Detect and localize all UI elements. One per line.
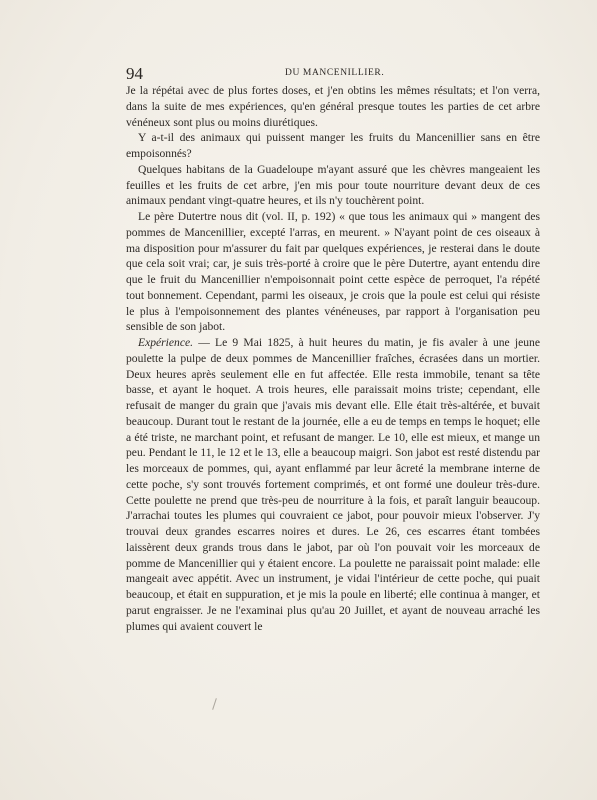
paragraph-dutertre: Le père Dutertre nous dit (vol. II, p. 192) « que tous les animaux qui » mangent des pommes de Mancenillier, excepté l'arras, en meurent. » N'ayant point de ces oiseaux à ma disposition pour m'assurer du fait par quelques expériences, je resterai dans le doute que cela soit vrai; car, je suis très-porté à croire que le père Dutertre, ayant entendu dire que le fruit du Mancenillier n'empoisonnait point cette espèce de perroquet, l'a répété tout bonnement. Cependant, parmi les oiseaux, je crois que la poule est celui qui résiste le plus à l'empoisonnement des plantes vénéneuses, par rapport à l'organisation peu sensible de son jabot. — [126, 210, 540, 334]
pencil-mark — [212, 698, 217, 710]
page-number: 94 — [126, 64, 143, 83]
paragraph-goats: Quelques habitans de la Guadeloupe m'ayant assuré que les chèvres mangeaient les feuilles et les fruits de cet arbre, j'en mis pour toute nourriture devant deux de ces animaux pendant vingt-quatre heures, et ils n'y touchèrent point. — [126, 162, 540, 208]
page-header — [126, 64, 546, 84]
body-text — [126, 83, 540, 634]
experience-label: Expérience. — [138, 336, 194, 349]
experience-text: — Le 9 Mai 1825, à huit heures du matin, je fis avaler à une jeune poulette la pulpe de deux pommes de Mancenillier fraîches, écrasées dans un mortier. Deux heures après seulement elle en fut affectée. Elle resta immobile, tenant sa tête basse, et ayant le hoquet. A trois heures, elle paraissait moins triste; cependant, elle refusait de manger du grain que j'avais mis devant elle. Elle était très-altérée, et buvait beaucoup. Durant tout le restant de la journée, elle a eu de temps en temps le hoquet; elle a été triste, ne marchant point, et refusant de manger. Le 10, elle est mieux, et mange un peu. Pendant le 11, le 12 et le 13, elle a beaucoup maigri. Son jabot est resté distendu par les morceaux de pommes, qui, ayant enflammé par leur âcreté la membrane interne de cette poche, s'y sont trouvés fortement comprimés, et ont formé une douleur très-dure. Cette poulette ne prend que très-peu de nourriture à la fois, et paraît languir beaucoup. J'arrachai toutes les plumes qui couvraient ce jabot, pour pouvoir mieux l'observer. J'y trouvai deux grandes escarres noires et dures. Le 26, ces escarres étant tombées laissèrent deux grands trous dans le jabot, par où l'on pouvait voir les morceaux de pomme de Mancenillier qui y étaient encore. La poulette ne paraissait point malade: elle mangeait avec appétit. Avec un instrument, je vidai l'intérieur de cette poche, qui puait beaucoup, et était en suppuration, et je mis la poule en liberté; elle continua à manger, et parut engraisser. Je ne l'examinai plus qu'au 20 Juillet, et ayant de nouveau arraché les plumes qui avaient couvert le — [126, 336, 540, 633]
paragraph-continuation: Je la répétai avec de plus fortes doses, et j'en obtins les mêmes résultats; et l'on verra, dans la suite de mes expériences, qu'en général presque toutes les parties de cet arbre vénéneux sont plus ou moins diurétiques. — [126, 84, 540, 129]
paragraph-question: Y a-t-il des animaux qui puissent manger les fruits du Mancenillier sans en être empoisonnés? — [126, 131, 540, 160]
paragraph-experience — [126, 335, 540, 634]
running-head: DU MANCENILLIER. — [285, 68, 385, 78]
